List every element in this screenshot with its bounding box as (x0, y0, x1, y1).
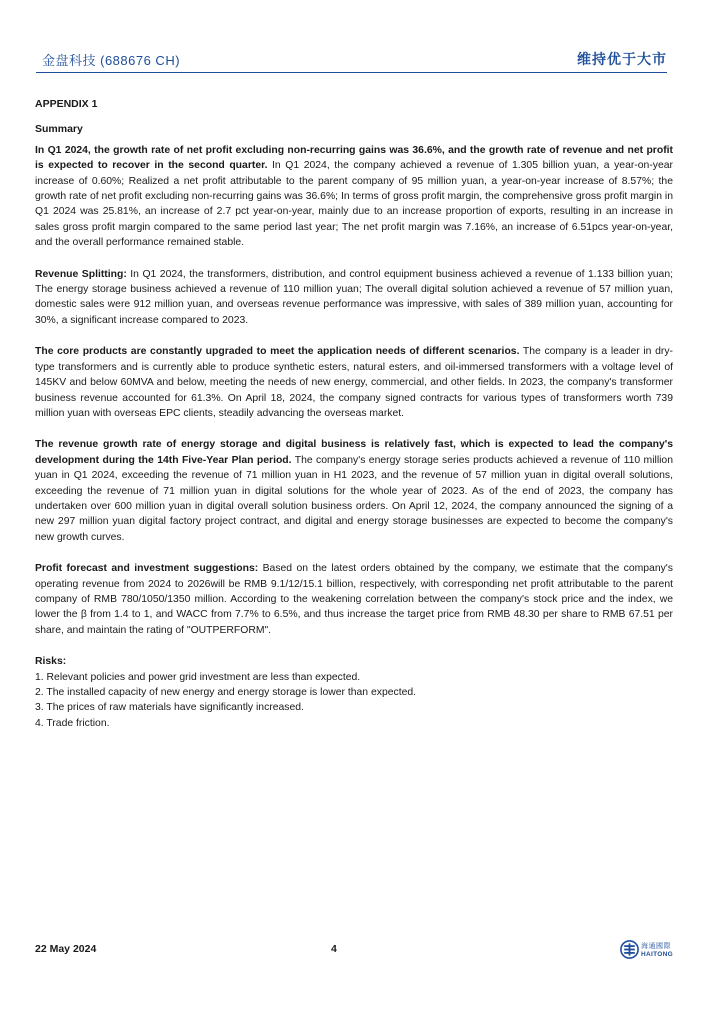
risk-list (35, 670, 673, 732)
risks-title: Risks: (35, 656, 67, 668)
appendix-content (35, 97, 673, 731)
list-item: 1. Relevant policies and power grid investment are less than expected. (35, 671, 361, 683)
paragraph-body: In Q1 2024, the company achieved a revenue of 1.305 billion yuan, a year-on-year increase of 0.60%; Realized a net profit attributable to the parent company of 95 million yuan, a year-on-year increase of 8.57%; the growth rate of net profit excluding non-recurring gains was 36.6%; In terms of gross profit margin, the comprehensive gross profit margin in Q1 2024 was 25.81%, an increase of 2.7 pct year-on-year, mainly due to an increase proportion of exports, resulting in an increase in sales gross profit margin compared to the same period last year; The net profit margin was 7.16%, an increase of 6.51pcs year-on-year, and the overall performance remained stable. (35, 160, 673, 249)
paragraph-energy-storage-digital (35, 437, 673, 545)
list-item: 3. The prices of raw materials have significantly increased. (35, 702, 304, 714)
paragraph-profit-forecast (35, 561, 673, 638)
paragraph-revenue-splitting (35, 267, 673, 329)
rating-slogan: 维持优于大市 (577, 51, 667, 67)
paragraph-lead: Profit forecast and investment suggestions: (35, 563, 259, 575)
company-ticker: 金盘科技 (688676 CH) (42, 53, 181, 68)
paragraph-lead: Revenue Splitting: (35, 268, 127, 280)
paragraph-body: In Q1 2024, the transformers, distribution, and control equipment business achieved a revenue of 1.133 billion yuan; The energy storage business achieved a revenue of 110 million yuan; The overall digital solution achieved a revenue of 57 million yuan, domestic sales were 912 million yuan, and overseas revenue performance was impressive, with sales of 389 million yuan, accounting for 30%, a significant increase compared to 2023. (35, 268, 673, 326)
paragraph-core-products (35, 344, 673, 421)
paragraph-lead: The revenue growth rate of energy storage and digital business is relatively fast, which is expected to lead the company's development during the 14th Five-Year Plan period. (35, 439, 673, 466)
report-date: 22 May 2024 (35, 943, 97, 955)
paragraph-body: Based on the latest orders obtained by the company, we estimate that the company's operating revenue from 2024 to 2026will be RMB 9.1/12/15.1 billion, respectively, with corresponding net profit attributable to the parent company of RMB 780/1050/1350 million. According to the weakening correlation between the company's stock price and the index, we lower the β from 1.4 to 1, and WACC from 7.7% to 6.5%, and thus increase the target price from RMB 48.30 per share to RMB 67.51 per share, and maintain the rating of "OUTPERFORM". (35, 563, 673, 636)
haitong-logo (620, 940, 680, 962)
paragraph-body: The company is a leader in dry-type transformers and is currently able to produce synthetic esters, natural esters, and oil-immersed transformers with a voltage level of 145KV and below 60MVA and below, meeting the needs of new energy, commercial, and other fields. In 2023, the company's transformer business revenue accounted for 61.3%. On April 18, 2024, the company signed contracts for various types of transformers worth 739 million yuan with overseas EPC clients, steadily advancing the overseas market. (35, 346, 673, 419)
page-header (36, 46, 667, 73)
logo-text-en: HAITONG (641, 951, 673, 958)
paragraph-lead: The core products are constantly upgraded to meet the application needs of different scenarios. (35, 346, 520, 358)
haitong-logo-icon (620, 940, 639, 959)
page-number: 4 (331, 943, 337, 955)
appendix-title: APPENDIX 1 (35, 98, 98, 110)
list-item: 4. Trade friction. (35, 717, 110, 729)
paragraph-lead: In Q1 2024, the growth rate of net profit excluding non-recurring gains was 36.6%, and the growth rate of revenue and net profit is expected to recover in the second quarter. (35, 144, 673, 172)
logo-text-cn: 海通國際 (641, 943, 671, 950)
list-item: 2. The installed capacity of new energy and energy storage is lower than expected. (35, 687, 417, 698)
paragraph-body: The company's energy storage series products achieved a revenue of 110 million yuan in Q1 2024, exceeding the revenue of 71 million yuan in H1 2023, and the revenue of 57 million yuan in digital overall solutions, exceeding the revenue of 71 million yuan in digital solutions for the whole year of 2023. As of the end of 2023, the company has undertaken over 600 million yuan in digital overall solution business orders. On April 12, 2024, the company announced the signing of a new 297 million yuan digital factory project contract, and digital and energy storage businesses are expected to become the company's new growth curves. (35, 454, 673, 543)
paragraph-q1-summary (35, 143, 673, 251)
summary-title: Summary (35, 123, 83, 136)
